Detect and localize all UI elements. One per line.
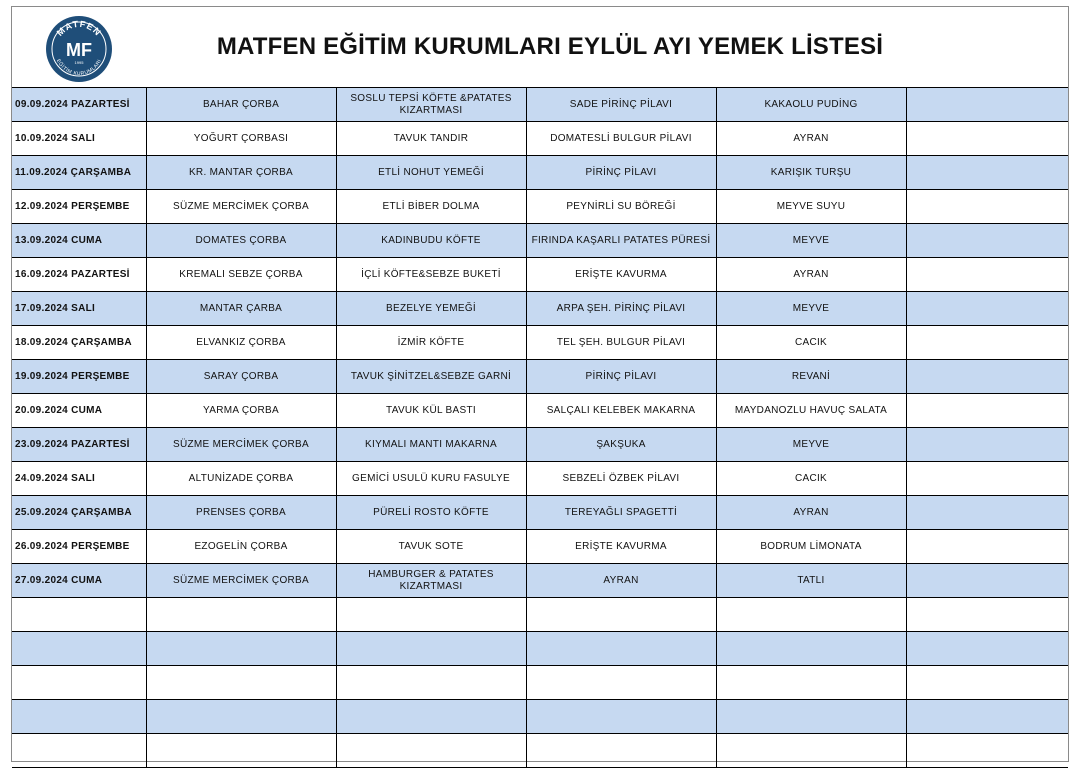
logo-year: 1995 — [74, 60, 84, 65]
side-dish-cell — [526, 632, 716, 666]
soup-cell: YOĞURT ÇORBASI — [146, 122, 336, 156]
empty-cell — [906, 326, 1068, 360]
table-row — [12, 428, 1068, 462]
menu-sheet — [11, 6, 1069, 762]
extra-cell: REVANİ — [716, 360, 906, 394]
extra-cell — [716, 632, 906, 666]
table-row — [12, 462, 1068, 496]
table-row — [12, 496, 1068, 530]
table-row — [12, 394, 1068, 428]
side-dish-cell: ŞAKŞUKA — [526, 428, 716, 462]
main-dish-cell: KIYMALI MANTI MAKARNA — [336, 428, 526, 462]
page-title: MATFEN EĞİTİM KURUMLARI EYLÜL AYI YEMEK LİSTESİ — [216, 33, 884, 60]
date-cell — [12, 700, 146, 734]
main-dish-cell — [336, 734, 526, 768]
date-cell: 19.09.2024 PERŞEMBE — [12, 360, 146, 394]
date-cell: 12.09.2024 PERŞEMBE — [12, 190, 146, 224]
soup-cell: MANTAR ÇARBA — [146, 292, 336, 326]
empty-cell — [906, 564, 1068, 598]
soup-cell: BAHAR ÇORBA — [146, 88, 336, 122]
table-row — [12, 700, 1068, 734]
table-row — [12, 530, 1068, 564]
date-cell: 25.09.2024 ÇARŞAMBA — [12, 496, 146, 530]
empty-cell — [906, 632, 1068, 666]
date-cell: 26.09.2024 PERŞEMBE — [12, 530, 146, 564]
main-dish-cell: HAMBURGER & PATATES KIZARTMASI — [336, 564, 526, 598]
soup-cell: DOMATES ÇORBA — [146, 224, 336, 258]
date-cell — [12, 666, 146, 700]
table-row — [12, 190, 1068, 224]
empty-cell — [906, 122, 1068, 156]
soup-cell — [146, 700, 336, 734]
side-dish-cell — [526, 666, 716, 700]
date-cell: 17.09.2024 SALI — [12, 292, 146, 326]
empty-cell — [906, 224, 1068, 258]
extra-cell — [716, 734, 906, 768]
main-dish-cell — [336, 632, 526, 666]
extra-cell: MEYVE — [716, 292, 906, 326]
soup-cell: SÜZME MERCİMEK ÇORBA — [146, 564, 336, 598]
main-dish-cell: TAVUK ŞİNİTZEL&SEBZE GARNİ — [336, 360, 526, 394]
side-dish-cell: ARPA ŞEH. PİRİNÇ PİLAVI — [526, 292, 716, 326]
main-dish-cell: ETLİ BİBER DOLMA — [336, 190, 526, 224]
main-dish-cell — [336, 700, 526, 734]
table-row — [12, 734, 1068, 768]
soup-cell: EZOGELİN ÇORBA — [146, 530, 336, 564]
empty-cell — [906, 666, 1068, 700]
extra-cell — [716, 700, 906, 734]
main-dish-cell: KADINBUDU KÖFTE — [336, 224, 526, 258]
soup-cell: KREMALI SEBZE ÇORBA — [146, 258, 336, 292]
side-dish-cell: TEREYAĞLI SPAGETTİ — [526, 496, 716, 530]
date-cell — [12, 632, 146, 666]
table-row — [12, 598, 1068, 632]
empty-cell — [906, 258, 1068, 292]
main-dish-cell: TAVUK SOTE — [336, 530, 526, 564]
date-cell: 20.09.2024 CUMA — [12, 394, 146, 428]
extra-cell: KARIŞIK TURŞU — [716, 156, 906, 190]
main-dish-cell: TAVUK TANDIR — [336, 122, 526, 156]
date-cell — [12, 598, 146, 632]
extra-cell: MEYVE — [716, 224, 906, 258]
extra-cell: KAKAOLU PUDİNG — [716, 88, 906, 122]
empty-cell — [906, 700, 1068, 734]
main-dish-cell: ETLİ NOHUT YEMEĞİ — [336, 156, 526, 190]
main-dish-cell: İÇLİ KÖFTE&SEBZE BUKETİ — [336, 258, 526, 292]
main-dish-cell: BEZELYE YEMEĞİ — [336, 292, 526, 326]
date-cell: 23.09.2024 PAZARTESİ — [12, 428, 146, 462]
empty-cell — [906, 496, 1068, 530]
soup-cell: PRENSES ÇORBA — [146, 496, 336, 530]
table-row — [12, 292, 1068, 326]
soup-cell — [146, 734, 336, 768]
soup-cell: KR. MANTAR ÇORBA — [146, 156, 336, 190]
date-cell — [12, 734, 146, 768]
table-row — [12, 224, 1068, 258]
side-dish-cell: DOMATESLİ BULGUR PİLAVI — [526, 122, 716, 156]
soup-cell: YARMA ÇORBA — [146, 394, 336, 428]
sheet-header — [12, 7, 1068, 88]
empty-cell — [906, 734, 1068, 768]
main-dish-cell — [336, 666, 526, 700]
date-cell: 10.09.2024 SALI — [12, 122, 146, 156]
soup-cell: ELVANKIZ ÇORBA — [146, 326, 336, 360]
table-row — [12, 564, 1068, 598]
empty-cell — [906, 292, 1068, 326]
logo-top-text: MATFEN — [54, 18, 104, 38]
table-row — [12, 360, 1068, 394]
table-row — [12, 156, 1068, 190]
soup-cell: ALTUNİZADE ÇORBA — [146, 462, 336, 496]
soup-cell: SARAY ÇORBA — [146, 360, 336, 394]
extra-cell: AYRAN — [716, 258, 906, 292]
empty-cell — [906, 360, 1068, 394]
main-dish-cell: SOSLU TEPSİ KÖFTE &PATATES KIZARTMASI — [336, 88, 526, 122]
soup-cell: SÜZME MERCİMEK ÇORBA — [146, 190, 336, 224]
side-dish-cell: FIRINDA KAŞARLI PATATES PÜRESİ — [526, 224, 716, 258]
side-dish-cell — [526, 734, 716, 768]
table-row — [12, 258, 1068, 292]
side-dish-cell — [526, 598, 716, 632]
extra-cell: CACIK — [716, 326, 906, 360]
extra-cell: AYRAN — [716, 496, 906, 530]
date-cell: 24.09.2024 SALI — [12, 462, 146, 496]
extra-cell — [716, 666, 906, 700]
extra-cell: MEYVE SUYU — [716, 190, 906, 224]
table-row — [12, 326, 1068, 360]
table-row — [12, 666, 1068, 700]
soup-cell — [146, 598, 336, 632]
side-dish-cell: AYRAN — [526, 564, 716, 598]
side-dish-cell: PİRİNÇ PİLAVI — [526, 360, 716, 394]
date-cell: 09.09.2024 PAZARTESİ — [12, 88, 146, 122]
date-cell: 18.09.2024 ÇARŞAMBA — [12, 326, 146, 360]
side-dish-cell — [526, 700, 716, 734]
side-dish-cell: PEYNİRLİ SU BÖREĞİ — [526, 190, 716, 224]
empty-cell — [906, 530, 1068, 564]
empty-cell — [906, 394, 1068, 428]
logo-bottom-text: EĞİTİM KURUMLARI — [54, 58, 104, 78]
side-dish-cell: SALÇALI KELEBEK MAKARNA — [526, 394, 716, 428]
empty-cell — [906, 462, 1068, 496]
extra-cell: AYRAN — [716, 122, 906, 156]
table-row — [12, 88, 1068, 122]
extra-cell: MAYDANOZLU HAVUÇ SALATA — [716, 394, 906, 428]
main-dish-cell: GEMİCİ USULÜ KURU FASULYE — [336, 462, 526, 496]
date-cell: 27.09.2024 CUMA — [12, 564, 146, 598]
extra-cell: MEYVE — [716, 428, 906, 462]
side-dish-cell: TEL ŞEH. BULGUR PİLAVI — [526, 326, 716, 360]
side-dish-cell: SEBZELİ ÖZBEK PİLAVI — [526, 462, 716, 496]
main-dish-cell — [336, 598, 526, 632]
main-dish-cell: TAVUK KÜL BASTI — [336, 394, 526, 428]
extra-cell — [716, 598, 906, 632]
side-dish-cell: ERİŞTE KAVURMA — [526, 530, 716, 564]
main-dish-cell: İZMİR KÖFTE — [336, 326, 526, 360]
empty-cell — [906, 88, 1068, 122]
side-dish-cell: ERİŞTE KAVURMA — [526, 258, 716, 292]
extra-cell: TATLI — [716, 564, 906, 598]
main-dish-cell: PÜRELİ ROSTO KÖFTE — [336, 496, 526, 530]
soup-cell — [146, 666, 336, 700]
soup-cell: SÜZME MERCİMEK ÇORBA — [146, 428, 336, 462]
table-row — [12, 122, 1068, 156]
date-cell: 11.09.2024 ÇARŞAMBA — [12, 156, 146, 190]
empty-cell — [906, 190, 1068, 224]
extra-cell: BODRUM LİMONATA — [716, 530, 906, 564]
side-dish-cell: PİRİNÇ PİLAVI — [526, 156, 716, 190]
table-row — [12, 632, 1068, 666]
date-cell: 16.09.2024 PAZARTESİ — [12, 258, 146, 292]
empty-cell — [906, 428, 1068, 462]
empty-cell — [906, 156, 1068, 190]
date-cell: 13.09.2024 CUMA — [12, 224, 146, 258]
empty-cell — [906, 598, 1068, 632]
side-dish-cell: SADE PİRİNÇ PİLAVI — [526, 88, 716, 122]
logo-monogram: MF — [66, 40, 92, 60]
menu-table — [12, 87, 1068, 768]
soup-cell — [146, 632, 336, 666]
extra-cell: CACIK — [716, 462, 906, 496]
